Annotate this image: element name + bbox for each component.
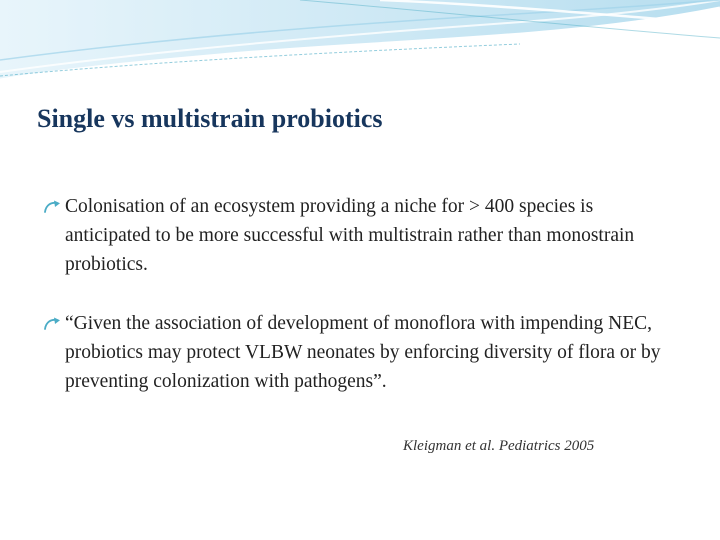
header-wave-decoration: [0, 0, 720, 90]
curved-arrow-bullet-icon: [44, 200, 62, 214]
bullet-item: [44, 192, 664, 279]
bullet-item: [44, 309, 664, 396]
slide-title: Single vs multistrain probiotics: [37, 104, 383, 133]
citation: Kleigman et al. Pediatrics 2005: [403, 438, 595, 454]
bullet-list: [44, 192, 664, 396]
bullet-text: “Given the association of development of monoflora with impending NEC, probiotics may protect VLBW neonates by enforcing diversity of flora or by preventing colonization with pathogens”.: [65, 313, 661, 392]
bullet-text: Colonisation of an ecosystem providing a niche for > 400 species is anticipated to be more successful with multistrain rather than monostrain probiotics.: [65, 196, 635, 275]
curved-arrow-bullet-icon: [44, 317, 62, 331]
